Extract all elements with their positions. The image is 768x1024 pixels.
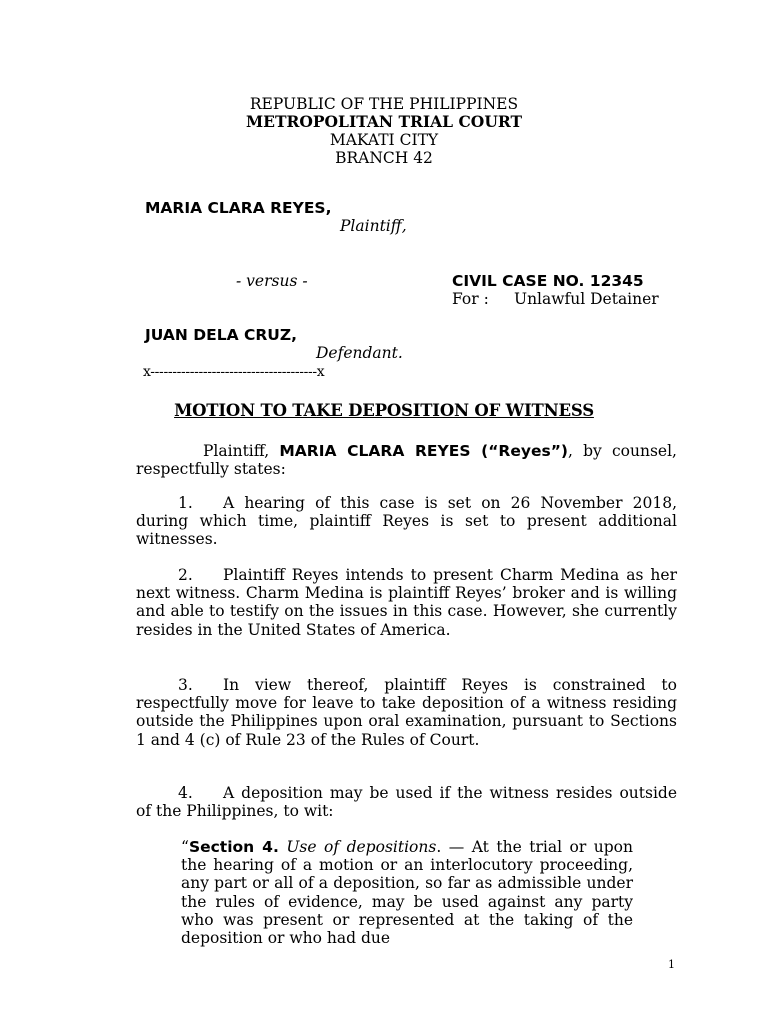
- defendant-name: JUAN DELA CRUZ,: [145, 326, 297, 344]
- plaintiff-name: MARIA CLARA REYES,: [145, 199, 332, 217]
- quote-section-label: Section 4.: [188, 838, 279, 856]
- case-for-label: For :: [452, 290, 489, 308]
- header-court: METROPOLITAN TRIAL COURT: [246, 112, 522, 131]
- paragraph-2: [136, 566, 677, 639]
- paragraph-4-text: A deposition may be used if the witness resides outside of the Philippines, to wit:: [136, 784, 677, 821]
- header-branch: BRANCH 42: [335, 149, 433, 167]
- intro-party-name: MARIA CLARA REYES (“Reyes”): [279, 442, 568, 460]
- document-title: MOTION TO TAKE DEPOSITION OF WITNESS: [174, 401, 594, 420]
- quoted-rule: [181, 838, 633, 947]
- paragraph-4: [136, 784, 677, 820]
- quote-open-mark: “: [181, 838, 189, 856]
- paragraph-3-number: 3.: [178, 676, 193, 694]
- paragraph-2-text: Plaintiff Reyes intends to present Charm Medina as her next witness. Charm Medina is plaintiff Reyes’ broker and is willing and able to testify on the issues in this case. However, she currently resides in the United States of America.: [136, 566, 677, 639]
- paragraph-3: [136, 676, 677, 749]
- paragraph-3-text: In view thereof, plaintiff Reyes is constrained to respectfully move for leave to take deposition of a witness residing outside the Philippines upon oral examination, pursuant to Sections 1 and 4 (c) of Rule 23 of the Rules of Court.: [136, 676, 677, 749]
- paragraph-4-number: 4.: [178, 784, 193, 802]
- header-republic: REPUBLIC OF THE PHILIPPINES: [249, 95, 519, 113]
- versus-label: - versus -: [236, 272, 308, 290]
- quote-section-heading: Use of depositions: [286, 838, 437, 856]
- paragraph-1: [136, 494, 677, 549]
- case-number: CIVIL CASE NO. 12345: [452, 272, 644, 290]
- paragraph-1-number: 1.: [178, 494, 193, 512]
- paragraph-2-number: 2.: [178, 566, 193, 584]
- case-for-value: Unlawful Detainer: [514, 290, 659, 308]
- header-city: MAKATI CITY: [329, 131, 439, 149]
- defendant-role: Defendant.: [316, 344, 403, 362]
- intro-prefix: Plaintiff,: [203, 442, 280, 460]
- plaintiff-role: Plaintiff,: [340, 217, 407, 235]
- paragraph-1-text: A hearing of this case is set on 26 November 2018, during which time, plaintiff Reyes is set to present additional witnesses.: [136, 494, 677, 549]
- intro-paragraph: [136, 442, 677, 478]
- page-number: 1: [668, 958, 675, 971]
- caption-separator: x--------------------------------------x: [143, 364, 325, 380]
- quote-body: . — At the trial or upon the hearing of a motion or an interlocutory proceeding, any part or all of a deposition, so far as admissible under the rules of evidence, may be used against any party who was present or represented at the taking of the deposition or who had due: [181, 838, 633, 948]
- intro-suffix: , by counsel, respectfully states:: [136, 442, 677, 479]
